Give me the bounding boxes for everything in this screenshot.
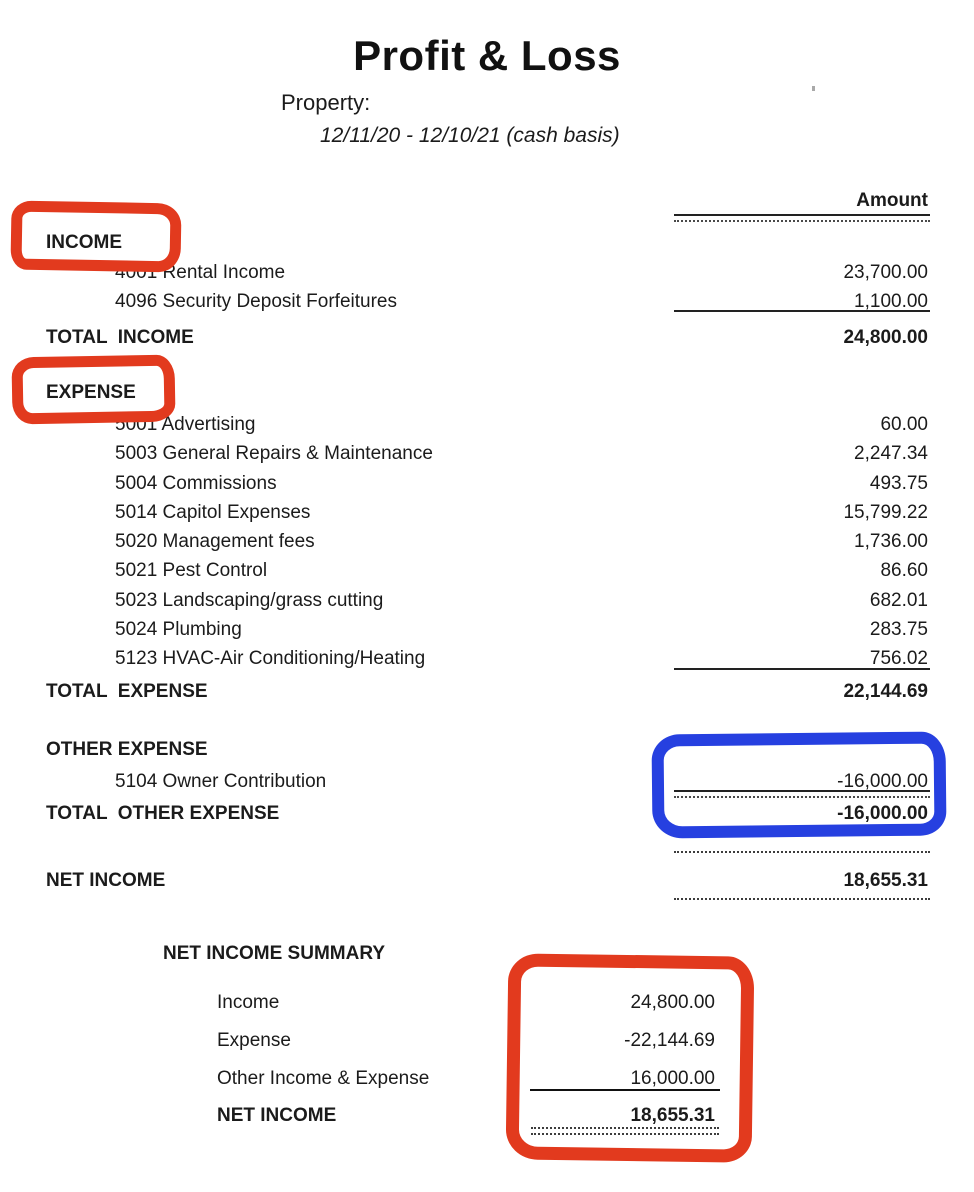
amount-header-rule	[674, 214, 930, 222]
summary-double-rule-top	[531, 1127, 719, 1129]
amount-column-header: Amount	[856, 190, 928, 211]
other-expense-subtotal-rule	[674, 790, 930, 798]
table-row	[0, 502, 974, 526]
account-label: 5021 Pest Control	[115, 560, 268, 581]
account-label: 5014 Capitol Expenses	[115, 502, 311, 523]
table-row	[0, 590, 974, 614]
summary-row	[0, 992, 974, 1016]
account-amount: 756.02	[869, 648, 928, 669]
account-label: 4001 Rental Income	[115, 262, 286, 283]
account-amount: 23,700.00	[843, 262, 928, 283]
summary-row	[0, 1030, 974, 1054]
account-amount: 1,736.00	[854, 531, 928, 552]
red-annotation-circle-summary	[506, 953, 755, 1162]
scan-artifact-dot	[812, 86, 815, 91]
summary-label: Income	[217, 992, 280, 1013]
account-amount: -16,000.00	[837, 771, 928, 792]
account-label: 5003 General Repairs & Maintenance	[115, 443, 433, 464]
total-income-amount: 24,800.00	[843, 327, 928, 348]
account-amount: 15,799.22	[843, 502, 928, 523]
total-income-label: TOTAL INCOME	[46, 327, 194, 348]
net-income-bottom-rule	[674, 898, 930, 900]
date-range: 12/11/20 - 12/10/21 (cash basis)	[320, 124, 620, 147]
expense-section-header: EXPENSE	[46, 382, 136, 403]
total-other-expense-amount: -16,000.00	[837, 803, 928, 824]
table-row	[0, 414, 974, 438]
table-row	[0, 560, 974, 584]
summary-row	[0, 1068, 974, 1092]
expense-section-header-row	[0, 382, 974, 406]
property-label: Property:	[281, 90, 371, 115]
table-row	[0, 473, 974, 497]
summary-subtotal-rule	[530, 1089, 720, 1091]
net-income-row	[0, 870, 974, 894]
summary-header: NET INCOME SUMMARY	[163, 943, 386, 964]
summary-label: Expense	[217, 1030, 291, 1051]
total-expense-row	[0, 681, 974, 705]
account-amount: 60.00	[880, 414, 928, 435]
table-row	[0, 262, 974, 286]
summary-net-income-row	[0, 1105, 974, 1129]
total-income-row	[0, 327, 974, 351]
account-amount: 493.75	[869, 473, 928, 494]
summary-amount: -22,144.69	[624, 1030, 715, 1051]
expense-subtotal-rule	[674, 668, 930, 670]
income-subtotal-rule	[674, 310, 930, 312]
other-expense-section-header-row	[0, 739, 974, 763]
account-label: 5001 Advertising	[115, 414, 256, 435]
summary-label: Other Income & Expense	[217, 1068, 430, 1089]
summary-amount: 24,800.00	[630, 992, 715, 1013]
account-amount: 1,100.00	[854, 291, 928, 312]
table-row	[0, 531, 974, 555]
summary-net-income-label: NET INCOME	[217, 1105, 337, 1126]
account-amount: 283.75	[869, 619, 928, 640]
account-label: 5004 Commissions	[115, 473, 277, 494]
account-label: 5020 Management fees	[115, 531, 315, 552]
account-label: 5123 HVAC-Air Conditioning/Heating	[115, 648, 426, 669]
net-income-label: NET INCOME	[46, 870, 166, 891]
summary-amount: 16,000.00	[630, 1068, 715, 1089]
summary-double-rule-bottom	[531, 1133, 719, 1135]
total-expense-amount: 22,144.69	[843, 681, 928, 702]
account-label: 4096 Security Deposit Forfeitures	[115, 291, 397, 312]
table-row	[0, 619, 974, 643]
other-expense-section-header: OTHER EXPENSE	[46, 739, 208, 760]
account-amount: 86.60	[880, 560, 928, 581]
page-title: Profit & Loss	[353, 32, 621, 79]
account-amount: 682.01	[869, 590, 928, 611]
total-expense-label: TOTAL EXPENSE	[46, 681, 208, 702]
account-label: 5024 Plumbing	[115, 619, 242, 640]
total-other-expense-label: TOTAL OTHER EXPENSE	[46, 803, 280, 824]
net-income-amount: 18,655.31	[843, 870, 928, 891]
account-label: 5104 Owner Contribution	[115, 771, 327, 792]
summary-net-income-amount: 18,655.31	[630, 1105, 715, 1126]
total-other-expense-row	[0, 803, 974, 827]
table-row	[0, 443, 974, 467]
income-section-header: INCOME	[46, 232, 122, 253]
income-section-header-row	[0, 232, 974, 256]
account-amount: 2,247.34	[854, 443, 928, 464]
net-income-top-rule	[674, 851, 930, 853]
account-label: 5023 Landscaping/grass cutting	[115, 590, 384, 611]
